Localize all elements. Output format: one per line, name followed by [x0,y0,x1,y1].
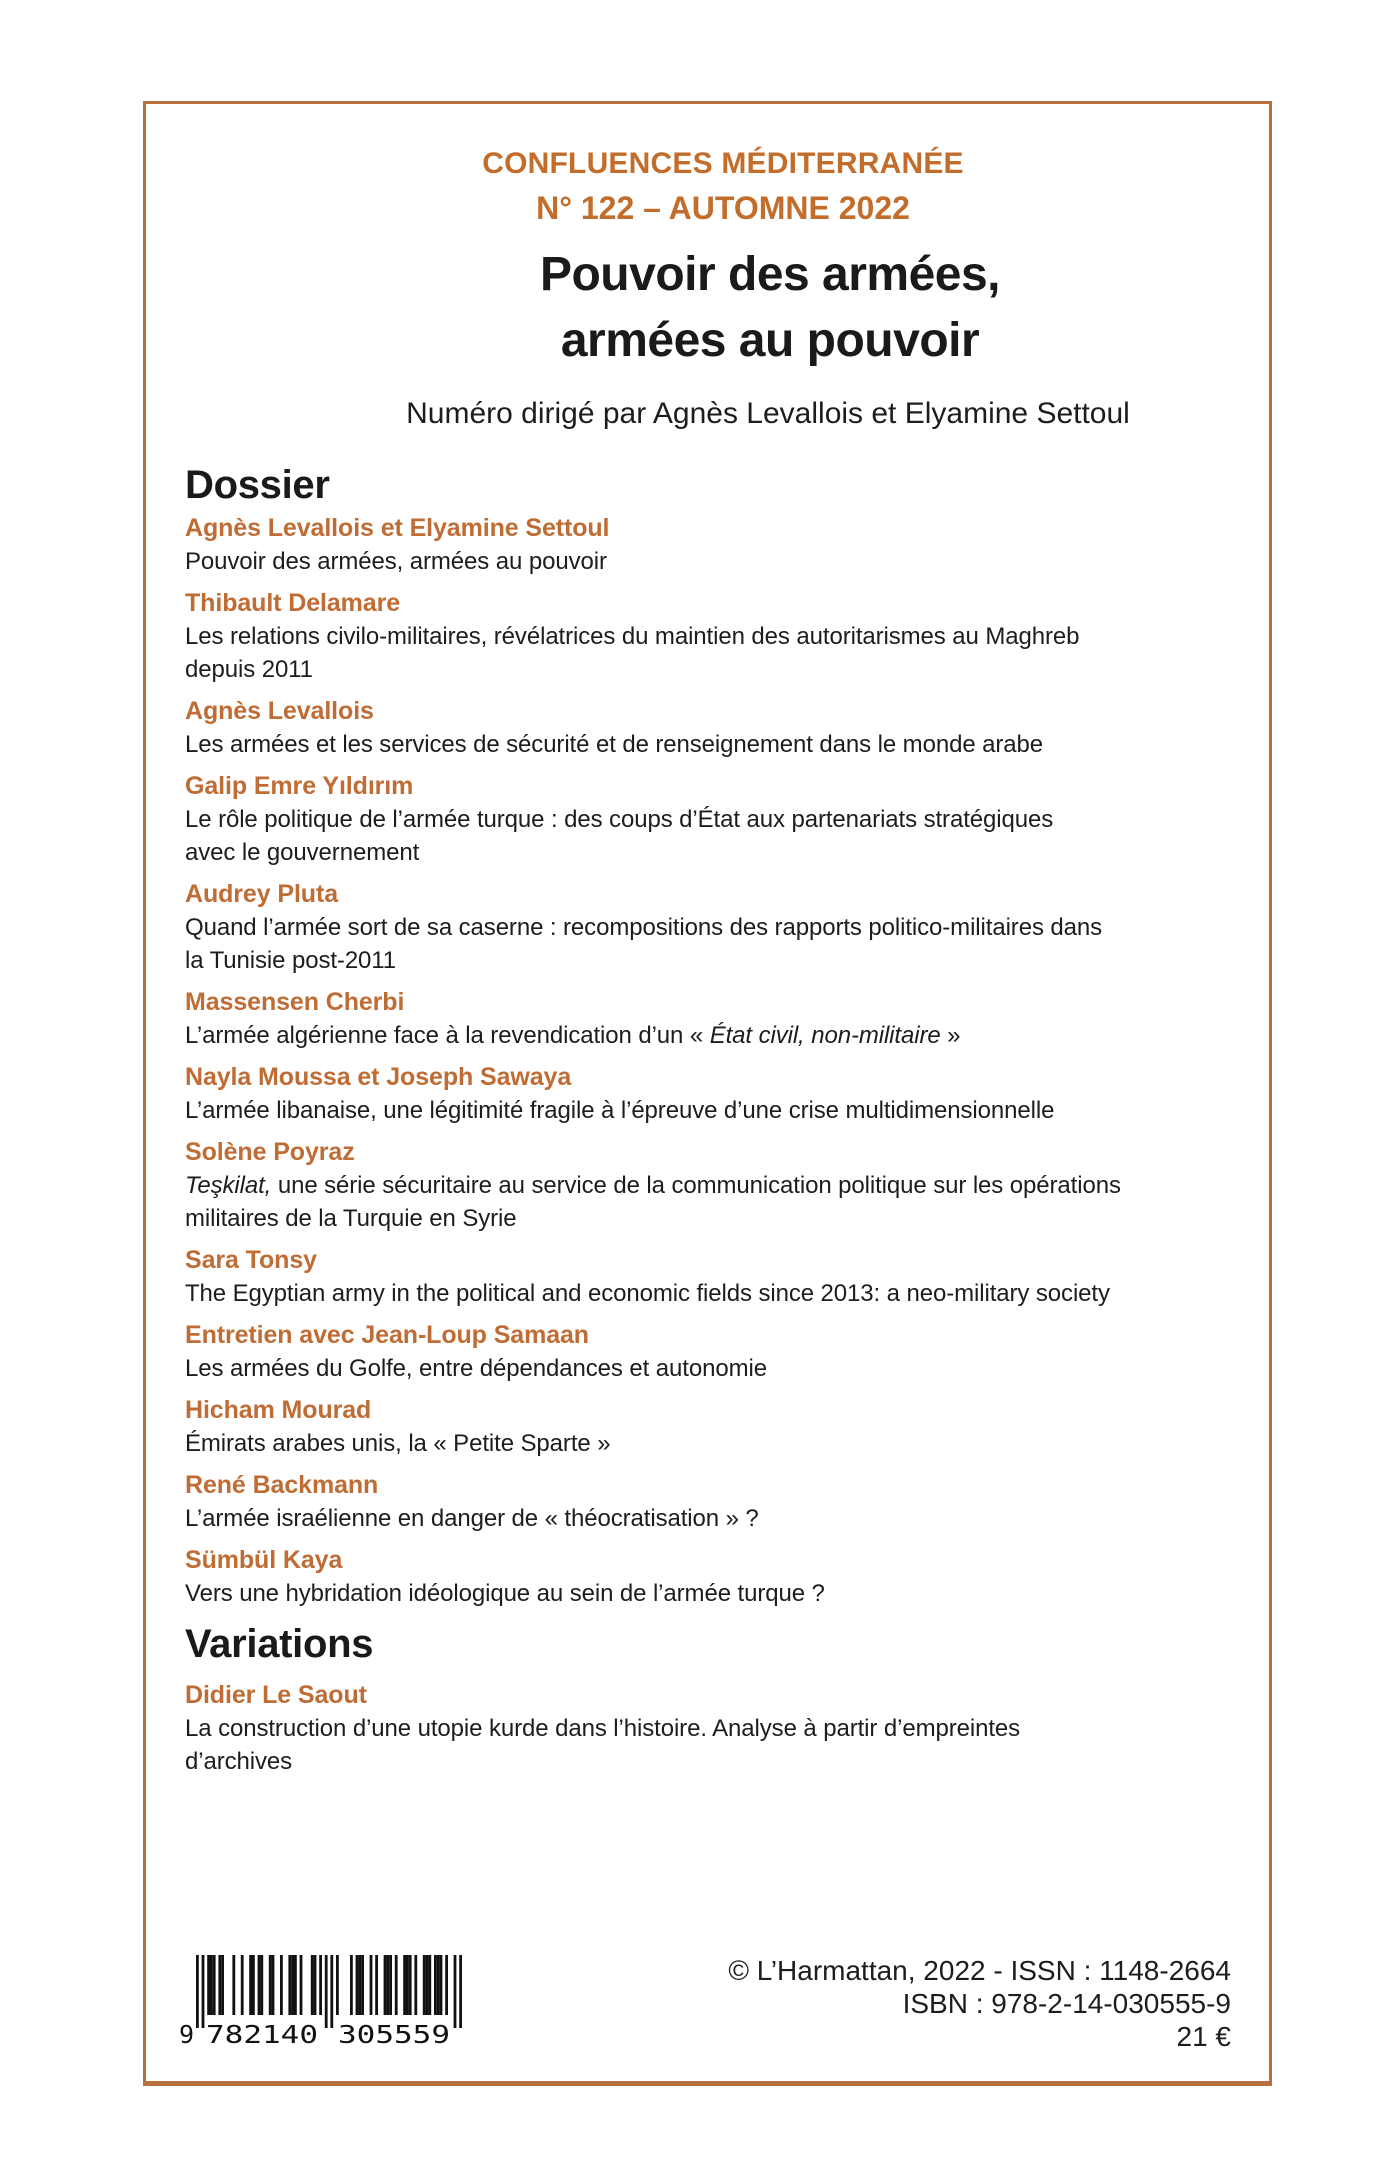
section-heading-dossier: Dossier [185,463,330,507]
journal-name: CONFLUENCES MÉDITERRANÉE [482,147,964,180]
copyright-issn-line: © L’Harmattan, 2022 - ISSN : 1148-2664 [728,1955,1231,1986]
entry-author: Didier Le Saout [185,1681,367,1709]
entry-title: L’armée algérienne face à la revendication d’un « État civil, non-militaire » [185,1022,961,1049]
entry-title: Les armées du Golfe, entre dépendances et autonomie [185,1355,767,1382]
toc-entry [185,1136,1241,1235]
section-heading-variations: Variations [185,1622,374,1666]
entry-author: Agnès Levallois et Elyamine Settoul [185,514,610,542]
entry-title: Émirats arabes unis, la « Petite Sparte » [185,1430,611,1457]
toc-entry [185,878,1241,977]
entry-title: L’armée israélienne en danger de « théocratisation » ? [185,1505,759,1532]
toc-entry [185,512,1241,578]
issue-editors: Numéro dirigé par Agnès Levallois et Elyamine Settoul [406,397,1130,430]
entry-title: The Egyptian army in the political and economic fields since 2013: a neo-military society [185,1280,1110,1307]
issue-number: N° 122 – AUTOMNE 2022 [536,190,910,226]
svg-text:782140: 782140 [206,2020,318,2047]
svg-text:305559: 305559 [338,2020,450,2047]
entry-title: La construction d’une utopie kurde dans l’histoire. Analyse à partir d’empreintes d’archives [185,1715,1021,1775]
masthead [185,146,1241,228]
toc-entry [185,1061,1241,1127]
toc-entry [185,1679,1241,1778]
toc-entry [185,695,1241,761]
entry-title: Les relations civilo-militaires, révélatrices du maintien des autoritarismes au Maghreb depuis 2011 [185,623,1080,683]
toc-entry [185,1394,1241,1460]
entry-title: Les armées et les services de sécurité et de renseignement dans le monde arabe [185,731,1044,758]
entry-author: Sara Tonsy [185,1246,317,1274]
cover-frame [143,101,1272,2086]
barcode-svg [179,1955,467,2047]
entry-author: René Backmann [185,1471,379,1499]
toc-entries-variations [185,1679,1241,1778]
toc-entry [185,1244,1241,1310]
toc-entry [185,1469,1241,1535]
entry-author: Audrey Pluta [185,880,338,908]
entry-author: Galip Emre Yıldırım [185,772,414,800]
toc-entry [185,1319,1241,1385]
entry-author: Nayla Moussa et Joseph Sawaya [185,1063,572,1091]
publisher-info [728,1954,1231,2053]
entry-author: Sümbül Kaya [185,1546,343,1574]
entry-author: Agnès Levallois [185,697,374,725]
price: 21 € [1176,2021,1231,2052]
toc-entries-dossier [185,512,1241,1610]
entry-title: Pouvoir des armées, armées au pouvoir [185,548,607,575]
barcode [179,1955,467,2052]
entry-title: Le rôle politique de l’armée turque : des coups d’État aux partenariats stratégiques avec le gouvernement [185,806,1054,866]
entry-title: Vers une hybridation idéologique au sein de l’armée turque ? [185,1580,825,1607]
svg-text:9: 9 [179,2020,195,2047]
entry-title: Teşkilat, une série sécuritaire au service de la communication politique sur les opérations militaires de la Turquie en Syrie [185,1172,1121,1232]
issue-title [185,242,1241,374]
section-dossier [185,460,1241,1610]
entry-author: Hicham Mourad [185,1396,372,1424]
entry-author: Massensen Cherbi [185,988,405,1016]
entry-author: Entretien avec Jean-Loup Samaan [185,1321,589,1349]
section-variations [185,1619,1241,1778]
entry-title: Quand l’armée sort de sa caserne : recompositions des rapports politico-militaires dans la Tunisie post-2011 [185,914,1103,974]
entry-title: L’armée libanaise, une légitimité fragile à l’épreuve d’une crise multidimensionnelle [185,1097,1055,1124]
isbn-line: ISBN : 978-2-14-030555-9 [902,1988,1231,2019]
toc-entry [185,770,1241,869]
issue-title-line2: armées au pouvoir [560,314,980,367]
toc-entry [185,1544,1241,1610]
cover-content [146,146,1269,1778]
toc-entry [185,986,1241,1052]
entry-author: Solène Poyraz [185,1138,355,1166]
entry-author: Thibault Delamare [185,589,401,617]
issue-title-line1: Pouvoir des armées, [539,248,1001,301]
toc-entry [185,587,1241,686]
